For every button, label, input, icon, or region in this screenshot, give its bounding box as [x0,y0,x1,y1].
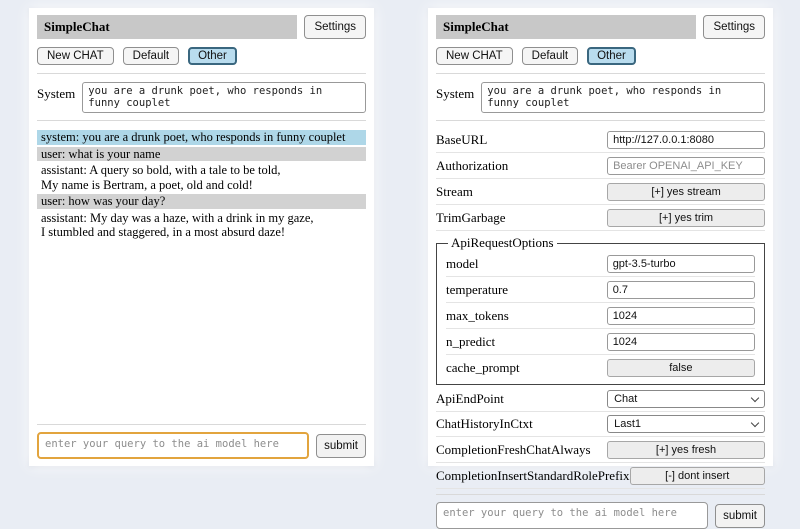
session-other-button[interactable]: Other [587,47,636,65]
system-prompt-input[interactable] [82,82,366,113]
divider [436,494,765,495]
cache-prompt-label: cache_prompt [446,359,520,375]
stream-toggle-button[interactable]: [+] yes stream [607,183,765,201]
setting-row-trimgarbage [436,205,765,231]
query-input[interactable] [436,502,708,529]
spacer [37,242,366,420]
setting-row-n-predict [446,329,755,355]
message-line: I stumbled and staggered, in a most absurd daze! [41,225,286,239]
max-tokens-label: max_tokens [446,307,509,323]
completion-insert-toggle-button[interactable]: [-] dont insert [630,467,765,485]
message-line: assistant: My day was a haze, with a drink in my gaze, [41,210,314,225]
n-predict-label: n_predict [446,333,496,349]
api-request-options-fieldset [436,235,765,385]
system-label: System [436,86,475,101]
chat-message-user [37,147,366,162]
setting-row-authorization [436,153,765,179]
page-title: SimpleChat [44,19,110,34]
new-chat-button[interactable]: New CHAT [436,47,513,65]
chevron-down-icon [751,393,759,401]
divider [436,120,765,121]
query-row [37,432,366,459]
chevron-down-icon [751,418,759,426]
divider [37,424,366,425]
chat-messages [37,130,366,242]
authorization-input[interactable] [607,157,765,175]
message-line: assistant: A query so bold, with a tale to be told, [41,163,281,177]
cache-prompt-toggle-button[interactable]: false [607,359,755,377]
chat-message-user [37,194,366,209]
n-predict-input[interactable] [607,333,755,351]
max-tokens-input[interactable] [607,307,755,325]
settings-button[interactable]: Settings [304,15,366,39]
setting-row-stream [436,179,765,205]
trimgarbage-toggle-button[interactable]: [+] yes trim [607,209,765,227]
query-row [436,502,765,529]
completion-insert-label: CompletionInsertStandardRolePrefix [436,467,630,483]
baseurl-input[interactable] [607,131,765,149]
message-line: My name is Bertram, a poet, old and cold! [41,177,253,192]
setting-row-chat-history-in-ctxt [436,412,765,437]
header [37,15,366,39]
stream-label: Stream [436,183,473,199]
api-endpoint-select[interactable] [607,390,765,408]
temperature-label: temperature [446,281,509,297]
completion-fresh-label: CompletionFreshChatAlways [436,441,591,457]
message-line: user: what is your name [41,146,161,161]
message-line: system: you are a drunk poet, who responds in funny couplet [41,130,346,144]
api-request-options-legend: ApiRequestOptions [451,235,554,250]
chat-history-in-ctxt-select[interactable] [607,415,765,433]
setting-row-cache-prompt [446,355,755,380]
query-input[interactable] [37,432,309,459]
api-endpoint-label: ApiEndPoint [436,391,504,406]
trimgarbage-label: TrimGarbage [436,209,506,225]
settings-form [436,127,765,489]
system-prompt-input[interactable] [481,82,765,113]
system-prompt-row [436,82,765,113]
setting-row-max-tokens [446,303,755,329]
chat-message-assistant [37,163,366,192]
new-chat-button[interactable]: New CHAT [37,47,114,65]
setting-row-api-endpoint [436,387,765,412]
divider [37,73,366,74]
model-label: model [446,255,479,271]
setting-row-temperature [446,277,755,303]
divider [436,73,765,74]
session-buttons [37,47,366,65]
message-line: user: how was your day? [41,194,166,208]
session-default-button[interactable]: Default [522,47,578,65]
chat-panel [29,8,374,466]
setting-row-completion-fresh [436,437,765,463]
chat-history-in-ctxt-label: ChatHistoryInCtxt [436,416,533,431]
title-bar [436,15,696,39]
page-title: SimpleChat [443,19,509,34]
settings-panel [428,8,773,522]
completion-fresh-toggle-button[interactable]: [+] yes fresh [607,441,765,459]
chat-message-assistant [37,211,366,240]
divider [37,120,366,121]
authorization-label: Authorization [436,157,509,173]
header [436,15,765,39]
title-bar [37,15,297,39]
session-default-button[interactable]: Default [123,47,179,65]
session-buttons [436,47,765,65]
system-prompt-row [37,82,366,113]
settings-button[interactable]: Settings [703,15,765,39]
temperature-input[interactable] [607,281,755,299]
chat-message-system [37,130,366,145]
submit-button[interactable]: submit [316,434,366,458]
system-label: System [37,86,76,101]
model-input[interactable] [607,255,755,273]
submit-button[interactable]: submit [715,504,765,528]
api-endpoint-value: Chat [614,393,638,405]
session-other-button[interactable]: Other [188,47,237,65]
baseurl-label: BaseURL [436,131,488,147]
setting-row-completion-insert [436,463,765,489]
setting-row-baseurl [436,127,765,153]
setting-row-model [446,251,755,277]
chat-history-in-ctxt-value: Last1 [614,418,642,430]
